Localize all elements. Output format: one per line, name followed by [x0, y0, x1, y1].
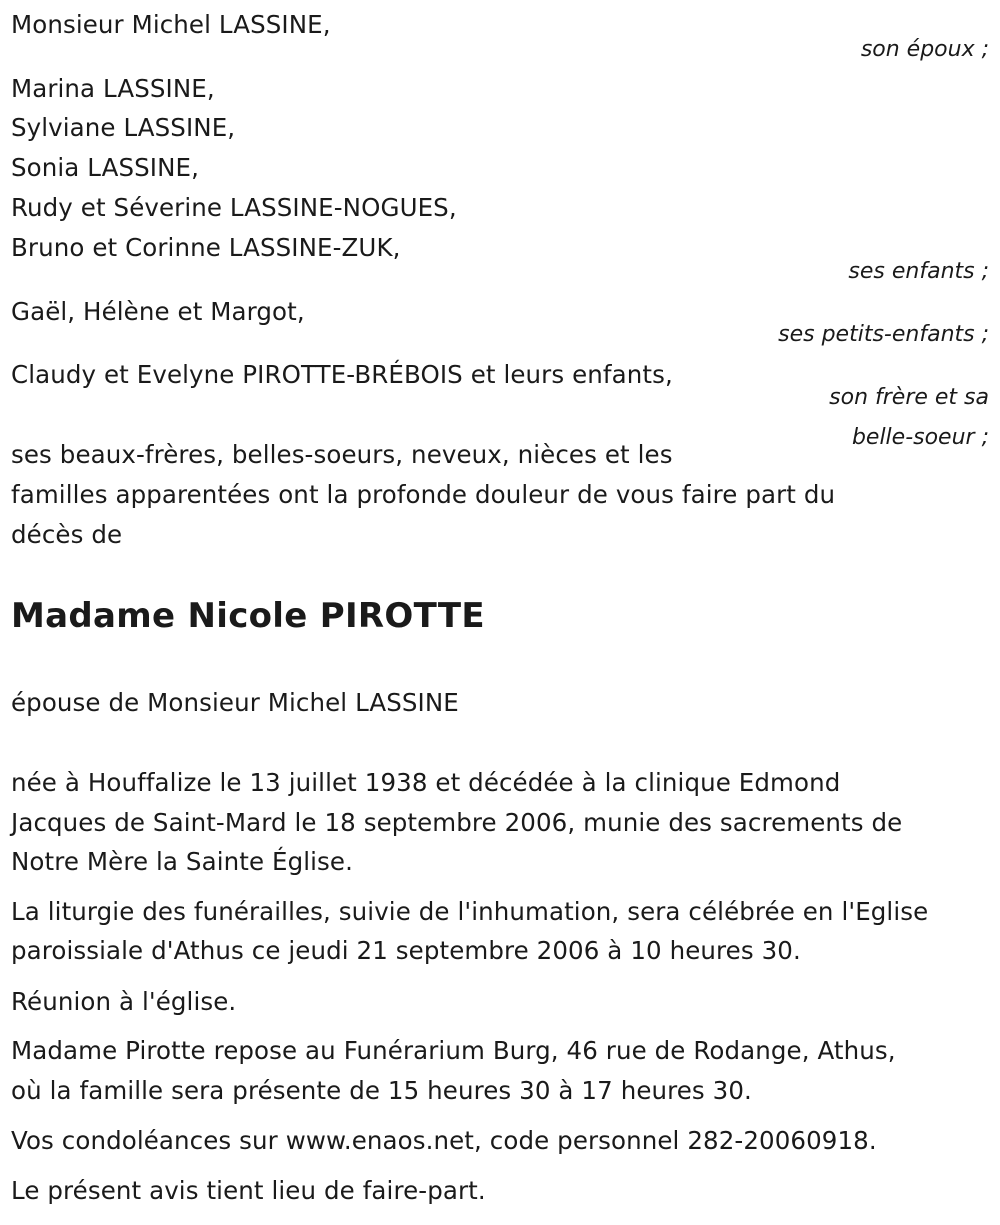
birth-death-line: Notre Mère la Sainte Église.	[11, 847, 353, 876]
funerarium-line: Madame Pirotte repose au Funérarium Burg, 46 rue de Rodange, Athus,	[11, 1036, 896, 1065]
spouse-role: son époux ;	[860, 37, 989, 62]
children-role: ses enfants ;	[848, 259, 989, 284]
grandchildren-role: ses petits-enfants ;	[778, 322, 989, 347]
spouse-name: Monsieur Michel LASSINE,	[11, 10, 331, 39]
sibling-names: Claudy et Evelyne PIROTTE-BRÉBOIS et leurs enfants,	[11, 360, 673, 389]
birth-death-line: née à Houffalize le 13 juillet 1938 et décédée à la clinique Edmond	[11, 768, 841, 797]
child-name: Sonia LASSINE,	[11, 153, 199, 182]
funerarium-line: où la famille sera présente de 15 heures 30 à 17 heures 30.	[11, 1076, 752, 1105]
child-name: Marina LASSINE,	[11, 74, 215, 103]
announcement-line: décès de	[11, 520, 123, 549]
sibling-role: belle-soeur ;	[851, 425, 989, 450]
child-name: Bruno et Corinne LASSINE-ZUK,	[11, 233, 401, 262]
child-name: Rudy et Séverine LASSINE-NOGUES,	[11, 193, 457, 222]
liturgy-line: paroissiale d'Athus ce jeudi 21 septembre 2006 à 10 heures 30.	[11, 936, 801, 965]
meeting-line: Réunion à l'église.	[11, 987, 237, 1016]
notice-line: Le présent avis tient lieu de faire-part.	[11, 1176, 486, 1205]
condolences-line: Vos condoléances sur www.enaos.net, code personnel 282-20060918.	[11, 1126, 877, 1155]
liturgy-line: La liturgie des funérailles, suivie de l'inhumation, sera célébrée en l'Eglise	[11, 897, 929, 926]
sibling-role: son frère et sa	[829, 385, 989, 410]
birth-death-line: Jacques de Saint-Mard le 18 septembre 2006, munie des sacrements de	[11, 808, 903, 837]
deceased-spouse-line: épouse de Monsieur Michel LASSINE	[11, 688, 459, 717]
grandchildren-names: Gaël, Hélène et Margot,	[11, 297, 305, 326]
announcement-line: ses beaux-frères, belles-soeurs, neveux, nièces et les	[11, 440, 673, 469]
child-name: Sylviane LASSINE,	[11, 113, 236, 142]
deceased-name: Madame Nicole PIROTTE	[11, 596, 485, 636]
announcement-line: familles apparentées ont la profonde douleur de vous faire part du	[11, 480, 836, 509]
